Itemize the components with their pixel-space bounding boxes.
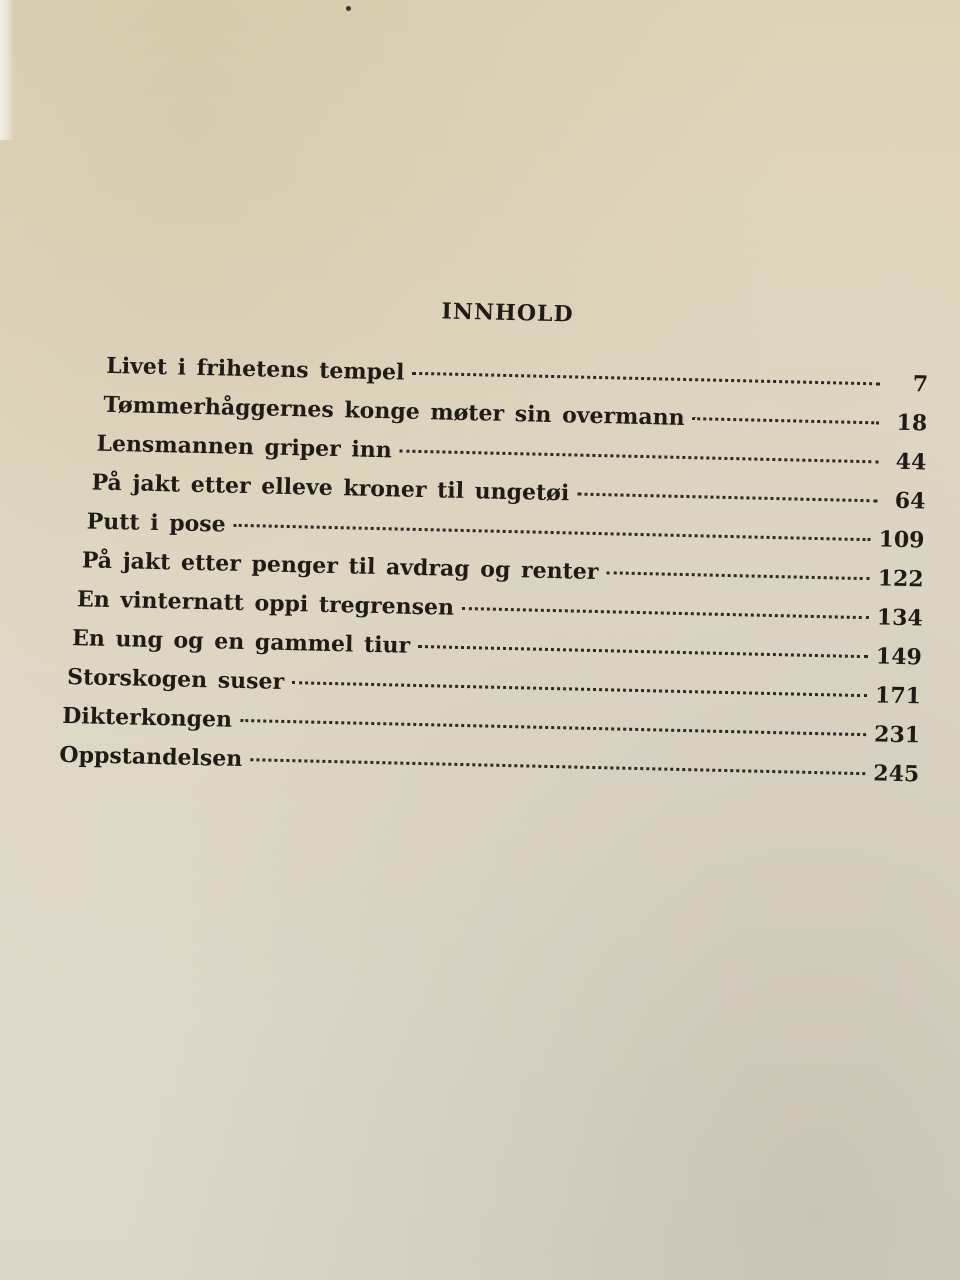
toc-entry-title: Livet i frihetens tempel (105, 352, 405, 386)
toc-entry-page: 7 (912, 371, 929, 398)
dot-leader (292, 681, 867, 697)
toc-heading: INNHOLD (441, 298, 574, 328)
toc-entry-title: En ung og en gammel tiur (71, 625, 411, 659)
dot-leader (250, 758, 865, 775)
toc-entry-page: 18 (896, 409, 928, 437)
toc-entry-page: 245 (873, 760, 920, 788)
dot-leader (240, 719, 866, 736)
dot-leader (693, 417, 880, 424)
toc-entry-title: På jakt etter penger til avdrag og renter (81, 547, 599, 586)
dot-leader (577, 493, 877, 503)
toc-entry-title: Tømmerhåggernes konge møter sin overmann (103, 391, 685, 431)
toc-entry-page: 44 (895, 448, 927, 476)
dot-leader (412, 372, 880, 386)
dot-leader (462, 607, 869, 619)
toc-entry-page: 109 (878, 526, 925, 554)
toc-entry-page: 149 (875, 643, 923, 671)
toc-entry-title: Storskogen suser (66, 664, 285, 695)
dot-leader (400, 450, 879, 464)
toc-entry-page: 134 (876, 604, 924, 632)
toc-entry-title: En vinternatt oppi tregrensen (76, 586, 455, 621)
toc-entry-title: Putt i pose (86, 508, 226, 538)
toc-entry-page: 171 (874, 682, 922, 710)
toc-entry-title: Lensmannen griper inn (96, 430, 393, 464)
toc-entry-page: 122 (877, 565, 924, 593)
dot-leader (606, 571, 869, 580)
dot-leader (418, 645, 868, 658)
toc-entry-page: 231 (873, 721, 921, 749)
toc-entry-page: 64 (894, 487, 926, 515)
toc-entry-title: Oppstandelsen (59, 741, 243, 773)
toc-entry-title: På jakt etter elleve kroner til ungetøi (91, 469, 570, 507)
table-of-contents (59, 290, 930, 794)
ink-speck (346, 6, 351, 11)
dot-leader (234, 524, 871, 541)
page-edge (0, 0, 14, 140)
toc-entry-title: Dikterkongen (62, 702, 233, 733)
